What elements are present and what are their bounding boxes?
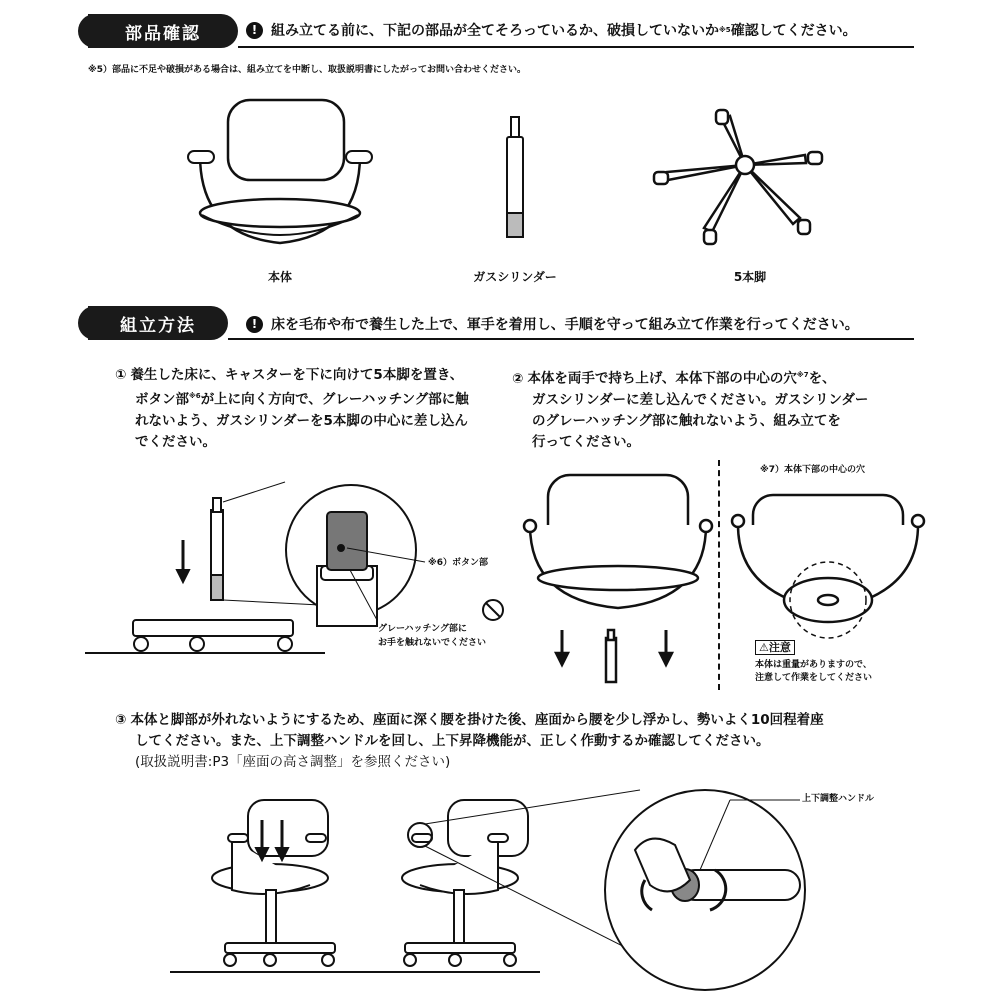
label-line: グレーハッチング部に [378,624,467,634]
section-title-text: 部品確認 [125,23,201,44]
step-line: 本体と脚部が外れないようにするため、座面に深く腰を掛けた後、座面から腰を少し浮かし、勢いよく10回程着座 [130,712,824,728]
step-line: ボタン部 [135,391,189,408]
section-title-parts-check [88,14,238,48]
label-height-adjust-handle: 上下調整ハンドル [802,794,875,804]
footnote-mark: ※6 [189,392,201,400]
step-2-illustration [520,470,720,685]
exclamation-icon: ! [246,22,263,39]
step-2-text [512,365,892,453]
step-line: を、 [808,370,836,387]
step-line: のグレーハッチング部に触れないよう、組み立てを [532,412,841,429]
label-center-hole: ※7）本体下部の中心の穴 [760,465,866,475]
caution-title: ⚠注意 [755,640,795,655]
part-label-gas-cylinder: ガスシリンダー [473,270,557,284]
step-2-bottom-view-illustration [728,485,928,625]
step-line: でください。 [135,433,216,450]
header-rule [238,46,914,48]
section-title-text: 組立方法 [120,315,196,336]
step-line: 本体を両手で持ち上げ、本体下部の中心の穴 [527,370,797,387]
chair-body-illustration [180,95,380,255]
step-1-text [115,365,515,453]
section-title-assembly [88,306,228,340]
step-3-text [115,710,935,773]
caution-line: 本体は重量がありますので、 [755,660,872,670]
step-3-illustration [170,790,920,990]
gas-cylinder-illustration [500,115,530,245]
label-line: お手を触れないでください [378,638,487,648]
step-line: が上に向く方向で、グレーハッチング部に触 [200,391,469,408]
step-line: ガスシリンダーに差し込んでください。ガスシリンダー [532,391,869,408]
step-number: ① [115,367,127,383]
caution-line: 注意して作業をしてください [755,673,873,683]
label-gray-hatching [378,622,486,650]
step-line: れないよう、ガスシリンダーを5本脚の中心に差し込ん [135,412,468,429]
header-rule [228,338,914,340]
step-line: 養生した床に、キャスターを下に向けて5本脚を置き、 [130,367,464,383]
part-label-body: 本体 [267,270,292,284]
note-text-end: 確認してください。 [730,23,857,39]
step-number: ② [512,370,524,387]
label-button-part: ※6）ボタン部 [428,558,489,568]
part-label-five-star-base: 5本脚 [733,270,767,284]
step-line: (取扱説明書:P3「座面の高さ調整」を参照ください) [135,754,451,770]
note-text: 組み立てる前に、下記の部品が全てそろっているか、破損していないか [271,23,719,39]
exclamation-icon: ! [246,316,263,333]
step-line: 行ってください。 [532,433,640,450]
assembly-note [246,314,859,334]
parts-check-note [246,20,857,40]
step-number: ③ [115,712,127,728]
five-star-base-illustration [650,100,840,250]
footnote-mark: ※5 [719,26,731,34]
step-line: してください。また、上下調整ハンドルを回し、上下昇降機能が、正しく作動するか確認してください。 [135,733,770,749]
footnote-mark: ※7 [796,371,809,379]
caution-box [755,640,872,685]
note-text: 床を毛布や布で養生した上で、軍手を着用し、手順を守って組み立て作業を行ってください。 [271,317,859,333]
dashed-divider [718,460,720,690]
footnote-5: ※5）部品に不足や破損がある場合は、組み立てを中断し、取扱説明書にしたがってお問い合わせください。 [88,65,527,75]
